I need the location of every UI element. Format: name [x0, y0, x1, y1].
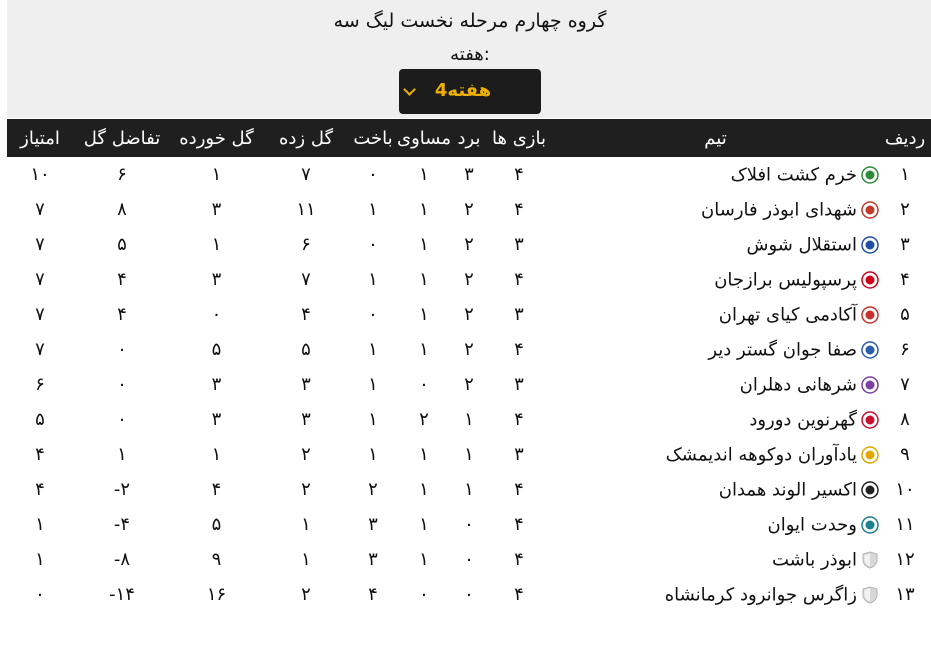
cell-points: ۷ — [35, 339, 45, 360]
col-header-drawn: مساوی — [396, 119, 452, 157]
cell-goals-for: ۲ — [301, 444, 311, 465]
cell-goals-for: ۳ — [301, 409, 311, 430]
team-badge-icon — [861, 516, 879, 534]
cell-goals-against: ۱ — [211, 164, 222, 185]
cell-lost: ۳ — [368, 514, 378, 535]
cell-won: ۲ — [464, 374, 474, 395]
team-name: زاگرس جوانرود کرمانشاه — [664, 584, 857, 606]
cell-lost: ۱ — [368, 339, 378, 360]
table-row — [7, 437, 931, 472]
cell-won: ۰ — [464, 549, 474, 570]
cell-drawn: ۱ — [419, 164, 429, 185]
table-body — [7, 157, 931, 612]
cell-goal-diff: ۸ — [117, 199, 127, 220]
shield-icon — [861, 551, 879, 569]
cell-rank: ۱۱ — [895, 514, 915, 535]
cell-played: ۳ — [514, 374, 524, 395]
cell-points: ۵ — [35, 409, 45, 430]
cell-played: ۴ — [514, 199, 524, 220]
cell-played: ۴ — [514, 409, 524, 430]
cell-points: ۷ — [35, 269, 45, 290]
cell-team[interactable] — [552, 542, 879, 577]
col-header-points: امتیاز — [7, 119, 73, 157]
team-badge-icon — [861, 481, 879, 499]
cell-won: ۰ — [464, 584, 474, 605]
cell-rank: ۲ — [900, 199, 910, 220]
cell-rank: ۸ — [900, 409, 910, 430]
cell-points: ۴ — [35, 444, 45, 465]
cell-rank: ۱ — [900, 164, 910, 185]
cell-goal-diff: ۸- — [113, 549, 131, 570]
cell-lost: ۱ — [368, 199, 378, 220]
team-name: اکسیر الوند همدان — [718, 479, 857, 501]
cell-rank: ۷ — [900, 374, 910, 395]
cell-rank: ۳ — [900, 234, 910, 255]
cell-points: ۷ — [35, 234, 45, 255]
table-row — [7, 262, 931, 297]
cell-goals-against: ۱۶ — [206, 584, 227, 605]
cell-goal-diff: ۰ — [117, 409, 127, 430]
cell-goal-diff: ۱۴- — [109, 584, 135, 605]
team-name: یادآوران دوکوهه اندیمشک — [665, 444, 857, 466]
cell-goals-for: ۷ — [301, 269, 311, 290]
team-name: شرهانی دهلران — [739, 374, 857, 396]
cell-goals-for: ۱ — [301, 549, 311, 570]
cell-points: ۷ — [35, 304, 45, 325]
cell-goals-against: ۱ — [211, 234, 222, 255]
cell-drawn: ۱ — [419, 234, 429, 255]
cell-lost: ۰ — [368, 304, 378, 325]
table-header-row — [7, 119, 931, 157]
team-badge-icon — [861, 306, 879, 324]
cell-drawn: ۱ — [419, 304, 429, 325]
cell-played: ۴ — [514, 479, 524, 500]
table-row — [7, 402, 931, 437]
team-name: خرم کشت افلاک — [730, 164, 857, 186]
team-name: گهرنوین دورود — [749, 409, 857, 431]
cell-points: ۱ — [35, 514, 45, 535]
cell-goals-against: ۱ — [211, 444, 222, 465]
cell-lost: ۴ — [368, 584, 378, 605]
team-badge-icon — [861, 201, 879, 219]
cell-won: ۲ — [464, 199, 474, 220]
team-badge-icon — [861, 411, 879, 429]
cell-played: ۴ — [514, 164, 524, 185]
team-name: آکادمی کیای تهران — [718, 304, 857, 326]
cell-rank: ۱۰ — [895, 479, 915, 500]
cell-goal-diff: ۲- — [113, 479, 131, 500]
table-row — [7, 367, 931, 402]
cell-goals-for: ۳ — [301, 374, 311, 395]
cell-drawn: ۱ — [419, 549, 429, 570]
cell-team[interactable] — [552, 437, 879, 472]
cell-lost: ۰ — [368, 234, 378, 255]
cell-lost: ۲ — [368, 479, 378, 500]
cell-team[interactable] — [552, 262, 879, 297]
cell-won: ۲ — [464, 304, 474, 325]
cell-lost: ۱ — [368, 444, 378, 465]
week-label: هفته: — [450, 44, 490, 65]
cell-goals-for: ۴ — [301, 304, 311, 325]
cell-goals-against: ۹ — [211, 549, 222, 570]
col-header-rank: ردیف — [879, 119, 931, 157]
cell-goals-against: ۳ — [211, 199, 222, 220]
cell-team[interactable] — [552, 157, 879, 192]
table-row — [7, 472, 931, 507]
col-header-lost: باخت — [350, 119, 396, 157]
table-row — [7, 507, 931, 542]
cell-team[interactable] — [552, 402, 879, 437]
col-header-goals-for: گل زده — [262, 119, 350, 157]
cell-team[interactable] — [552, 227, 879, 262]
cell-played: ۴ — [514, 584, 524, 605]
cell-lost: ۱ — [368, 269, 378, 290]
cell-played: ۴ — [514, 269, 524, 290]
cell-drawn: ۱ — [419, 444, 429, 465]
cell-played: ۳ — [514, 444, 524, 465]
col-header-played: بازی ها — [486, 119, 552, 157]
cell-goal-diff: ۴- — [113, 514, 131, 535]
cell-lost: ۱ — [368, 409, 378, 430]
cell-played: ۴ — [514, 514, 524, 535]
shield-icon — [861, 586, 879, 604]
cell-goals-for: ۱ — [301, 514, 311, 535]
cell-goals-for: ۷ — [301, 164, 311, 185]
cell-goal-diff: ۴ — [117, 269, 127, 290]
col-header-goals-against: گل خورده — [171, 119, 262, 157]
team-name: ابوذر باشت — [772, 549, 857, 571]
cell-drawn: ۲ — [419, 409, 429, 430]
cell-rank: ۶ — [900, 339, 910, 360]
team-badge-icon — [861, 271, 879, 289]
cell-goals-against: ۳ — [211, 269, 222, 290]
cell-played: ۴ — [514, 339, 524, 360]
cell-rank: ۱۲ — [895, 549, 915, 570]
week-select[interactable] — [399, 69, 541, 114]
cell-points: ۶ — [35, 374, 45, 395]
cell-goals-against: ۳ — [211, 409, 222, 430]
table-row — [7, 542, 931, 577]
col-header-team: تیم — [552, 119, 879, 157]
cell-rank: ۴ — [900, 269, 910, 290]
cell-team[interactable] — [552, 332, 879, 367]
team-badge-icon — [861, 341, 879, 359]
cell-played: ۴ — [514, 549, 524, 570]
cell-rank: ۱۳ — [895, 584, 915, 605]
cell-drawn: ۰ — [419, 374, 429, 395]
cell-won: ۱ — [464, 444, 474, 465]
team-name: صفا جوان گستر دیر — [708, 339, 857, 361]
cell-points: ۴ — [35, 479, 45, 500]
cell-team[interactable] — [552, 577, 879, 612]
table-row — [7, 192, 931, 227]
table-row — [7, 577, 931, 612]
cell-lost: ۳ — [368, 549, 378, 570]
cell-played: ۳ — [514, 304, 524, 325]
cell-team[interactable] — [552, 297, 879, 332]
team-name: استقلال شوش — [746, 234, 857, 256]
page-title: گروه چهارم مرحله نخست لیگ سه — [333, 10, 607, 32]
cell-points: ۷ — [35, 199, 45, 220]
cell-goals-against: ۴ — [211, 479, 222, 500]
cell-goals-for: ۱۱ — [296, 199, 316, 220]
week-select-value: هفته4 — [434, 80, 492, 101]
cell-drawn: ۱ — [419, 269, 429, 290]
table-row — [7, 332, 931, 367]
team-badge-icon — [861, 376, 879, 394]
cell-goal-diff: ۴ — [117, 304, 127, 325]
cell-goal-diff: ۱ — [117, 444, 127, 465]
cell-drawn: ۱ — [419, 199, 429, 220]
standings-table — [7, 119, 931, 612]
cell-goals-for: ۲ — [301, 479, 311, 500]
cell-goals-for: ۲ — [301, 584, 311, 605]
cell-rank: ۵ — [900, 304, 910, 325]
table-row — [7, 157, 931, 192]
cell-goals-for: ۵ — [301, 339, 311, 360]
cell-drawn: ۱ — [419, 479, 429, 500]
team-name: پرسپولیس برازجان — [714, 269, 857, 291]
cell-won: ۲ — [464, 339, 474, 360]
cell-goals-against: ۳ — [211, 374, 222, 395]
cell-goals-for: ۶ — [301, 234, 311, 255]
cell-rank: ۹ — [900, 444, 910, 465]
cell-goal-diff: ۵ — [117, 234, 127, 255]
cell-goal-diff: ۶ — [117, 164, 127, 185]
cell-played: ۳ — [514, 234, 524, 255]
cell-points: ۱ — [35, 549, 45, 570]
cell-points: ۰ — [35, 584, 45, 605]
cell-won: ۱ — [464, 409, 474, 430]
cell-drawn: ۱ — [419, 514, 429, 535]
cell-won: ۱ — [464, 479, 474, 500]
cell-won: ۰ — [464, 514, 474, 535]
cell-goal-diff: ۰ — [117, 374, 127, 395]
table-row — [7, 227, 931, 262]
cell-drawn: ۱ — [419, 339, 429, 360]
cell-team[interactable] — [552, 192, 879, 227]
team-badge-icon — [861, 236, 879, 254]
team-name: شهدای ابوذر فارسان — [701, 199, 857, 221]
cell-team[interactable] — [552, 507, 879, 542]
col-header-won: برد — [452, 119, 486, 157]
cell-goals-against: ۰ — [211, 304, 222, 325]
team-badge-icon — [861, 166, 879, 184]
col-header-goal-diff: تفاضل گل — [73, 119, 171, 157]
cell-won: ۳ — [464, 164, 474, 185]
cell-lost: ۱ — [368, 374, 378, 395]
cell-won: ۲ — [464, 269, 474, 290]
cell-drawn: ۰ — [419, 584, 429, 605]
team-badge-icon — [861, 446, 879, 464]
cell-team[interactable] — [552, 472, 879, 507]
cell-goal-diff: ۰ — [117, 339, 127, 360]
cell-lost: ۰ — [368, 164, 378, 185]
table-row — [7, 297, 931, 332]
cell-points: ۱۰ — [30, 164, 50, 185]
cell-team[interactable] — [552, 367, 879, 402]
cell-won: ۲ — [464, 234, 474, 255]
cell-goals-against: ۵ — [211, 514, 222, 535]
cell-goals-against: ۵ — [211, 339, 222, 360]
team-name: وحدت ایوان — [767, 514, 857, 536]
